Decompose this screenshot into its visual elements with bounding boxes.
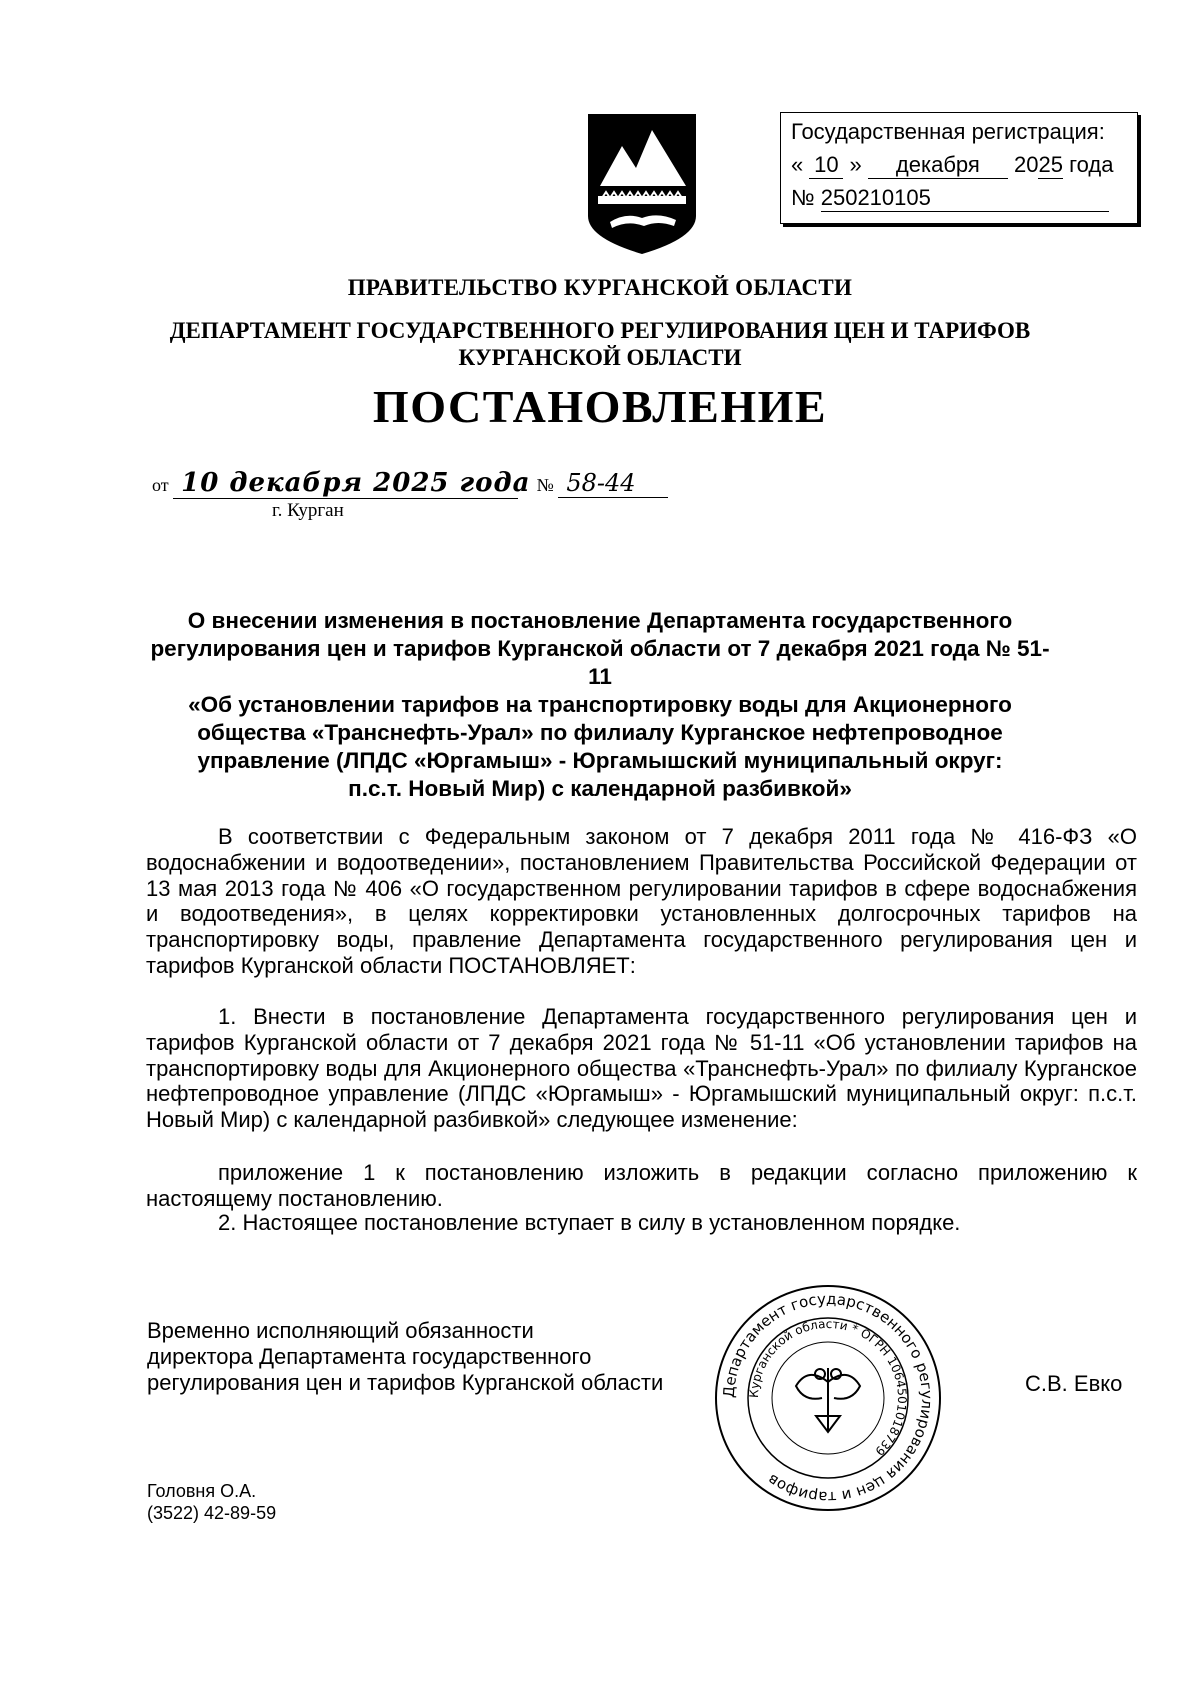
item-2-paragraph: 2. Настоящее постановление вступает в силу в установленном порядке.: [218, 1210, 961, 1235]
stamp-inner-text: Курганской области * ОГРН 1064501018739: [746, 1316, 910, 1459]
department-title: ДЕПАРТАМЕНТ ГОСУДАРСТВЕННОГО РЕГУЛИРОВАНИЯ ЦЕН И ТАРИФОВ КУРГАНСКОЙ ОБЛАСТИ: [169, 318, 1031, 370]
signatory-name: С.В. Евко: [1025, 1371, 1123, 1396]
executor-phone: (3522) 42-89-59: [147, 1503, 277, 1523]
registration-month: декабря: [868, 152, 1008, 179]
registration-day: 10: [809, 152, 843, 179]
registration-number-row: № 250210105: [791, 185, 1109, 212]
handwritten-number: 58-44: [558, 469, 668, 498]
date-number-line: от 10 декабря 2025 года № 58-44: [152, 468, 668, 499]
coat-of-arms-emblem: [582, 108, 702, 258]
executor-name: Головня О.А.: [147, 1481, 257, 1501]
eagle-emblem-icon: [796, 1368, 860, 1432]
item-1-paragraph: 1. Внести в постановление Департамента государственного регулирования цен и тарифов Курганской области от 7 декабря 2021 года № 51-11 «Об установлении тарифов на транспортировку воды для Акционерного общества «Транснефть-Урал» по филиалу Курганское нефтепроводное управление (ЛПДС «Юргамыш» - Юргамышский муниципальный округ: п.с.т. Новый Мир) с календарной разбивкой» следующее изменение:: [146, 1004, 1137, 1133]
stamp-outer-text: Департамент государственного регулирования цен и тарифов: [719, 1289, 937, 1507]
preamble-paragraph: В соответствии с Федеральным законом от 7 декабря 2011 года № 416-ФЗ «О водоснабжении и водоотведении», постановлением Правительства Российской Федерации от 13 мая 2013 года № 406 «О государственном регулировании тарифов в сфере водоснабжения и водоотведения», в целях корректировки установленных долгосрочных тарифов на транспортировку воды, правление Департамента государственного регулирования цен и тарифов Курганской области ПОСТАНОВЛЯЕТ:: [146, 824, 1137, 978]
document-subject: О внесении изменения в постановление Департамента государственного регулирования цен и тарифов Курганской области от 7 декабря 2021 года № 51-11 «Об установлении тарифов на транспортировку воды для Акционерного общества «Транснефть-Урал» по филиалу Курганское нефтепроводное управление (ЛПДС «Юргамыш» - Юргамышский муниципальный округ: п.с.т. Новый Мир) с календарной разбивкой»: [150, 608, 1050, 801]
registration-year: 25: [1038, 152, 1063, 177]
document-type: ПОСТАНОВЛЕНИЕ: [372, 381, 828, 432]
registration-date: « 10 » декабря 2025 года: [791, 152, 1114, 177]
registration-number: 250210105: [821, 185, 1109, 212]
handwritten-date: 10 декабря 2025 года: [173, 468, 518, 499]
official-stamp: [712, 1282, 944, 1514]
registration-title: Государственная регистрация:: [791, 119, 1105, 144]
city-label: г. Курган: [272, 500, 344, 521]
item-1-detail-paragraph: приложение 1 к постановлению изложить в редакции согласно приложению к настоящему постановлению.: [146, 1160, 1137, 1211]
signatory-role: Временно исполняющий обязанности директора Департамента государственного регулирования цен и тарифов Курганской области: [147, 1318, 664, 1395]
registration-box: [780, 112, 1138, 224]
executor-info: [147, 1480, 276, 1524]
government-title: ПРАВИТЕЛЬСТВО КУРГАНСКОЙ ОБЛАСТИ: [347, 275, 853, 300]
